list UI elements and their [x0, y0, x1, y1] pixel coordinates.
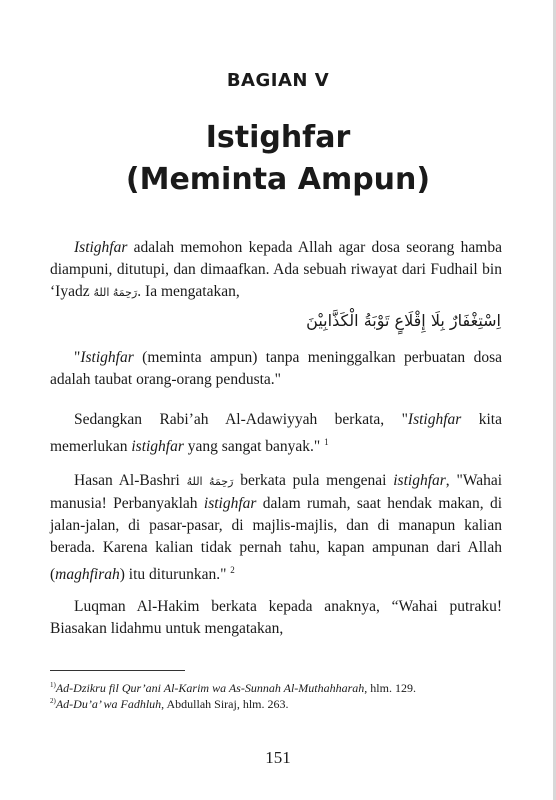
paragraph-4-text-e: ) itu diturunkan." [119, 566, 231, 584]
paragraph-1-text-b: . Ia mengatakan, [137, 283, 240, 300]
footnote-number: 1) [50, 681, 56, 689]
paragraph-3-text-b: kita memerlukan [50, 411, 502, 456]
paragraph-2-text: (meminta ampun) tanpa meninggalkan perbuatan dosa adalah taubat orang-orang pendusta." [50, 349, 502, 388]
paragraph-4-text-d: dalam rumah, saat hendak makan, di jalan-jalan, di pasar-pasar, di majlis-majlis, dan di manapun kalian berada. Karena kalian tidak pernah tahu, kapan ampunan dari Allah ( [50, 495, 502, 584]
term-istighfar: Istighfar [80, 349, 134, 366]
footnote-divider [50, 670, 185, 671]
paragraph-4-text-b: berkata pula mengenai [233, 472, 394, 489]
chapter-title-line-2: (Meminta Ampun) [125, 162, 431, 197]
part-label: BAGIAN V [226, 70, 330, 91]
paragraph-4-text-c: , "Wahai manusia! Perbanyaklah [50, 472, 503, 512]
quote-open: " [74, 349, 81, 366]
arabic-honorific: رَحِمَهُ اللهُ [93, 286, 138, 299]
term-istighfar: Istighfar [407, 411, 462, 428]
paragraph-2 [50, 347, 502, 391]
paragraph-4-text-a: Hasan Al-Bashri [74, 472, 187, 489]
footnote-source-detail: , hlm. 129. [364, 681, 416, 695]
paragraph-5: Luqman Al-Hakim berkata kepada anaknya, “Wahai putraku! Biasakan lidahmu untuk mengatakan, [50, 598, 502, 637]
term-istighfar: istighfar [203, 495, 257, 512]
term-istighfar: istighfar [131, 438, 184, 456]
term-istighfar: Istighfar [74, 239, 128, 256]
footnote-2 [50, 694, 510, 712]
arabic-quote: اِسْتِغْفَارٌ بِلَا إِقْلَاعٍ تَوْبَةُ الْكَذَّابِيْنَ [306, 311, 501, 330]
term-istighfar: istighfar [393, 472, 446, 489]
paragraph-4 [50, 470, 502, 586]
footnote-source-title: Ad-Du’a’ wa Fadhluh [55, 697, 162, 711]
paragraph-1-text-a: adalah memohon kepada Allah agar dosa seorang hamba diampuni, ditutupi, dan dimaafkan. Ada sebuah riwayat dari Fudhail bin ‘Iyadz [50, 239, 502, 300]
footnote-ref-2: 2 [230, 565, 235, 575]
arabic-honorific: رَحِمَهُ اللهُ [186, 475, 234, 488]
paragraph-1 [50, 237, 502, 304]
paragraph-3-text-a: Sedangkan Rabi’ah Al-Adawiyyah berkata, " [74, 411, 408, 428]
chapter-title-line-1: Istighfar [205, 120, 351, 155]
page-number: 151 [265, 748, 291, 767]
paragraph-3-text-c: yang sangat banyak." [183, 438, 325, 456]
footnote-number: 2) [50, 697, 56, 705]
footnote-source-title: Ad-Dzikru fil Qur’ani Al-Karim wa As-Sunnah Al-Muthahharah [55, 681, 365, 695]
paragraph-3 [50, 409, 502, 458]
footnote-ref-1: 1 [324, 437, 329, 447]
chapter-title [0, 117, 556, 201]
footnote-source-detail: , Abdullah Siraj, hlm. 263. [161, 697, 289, 711]
term-maghfirah: maghfirah [55, 566, 120, 584]
